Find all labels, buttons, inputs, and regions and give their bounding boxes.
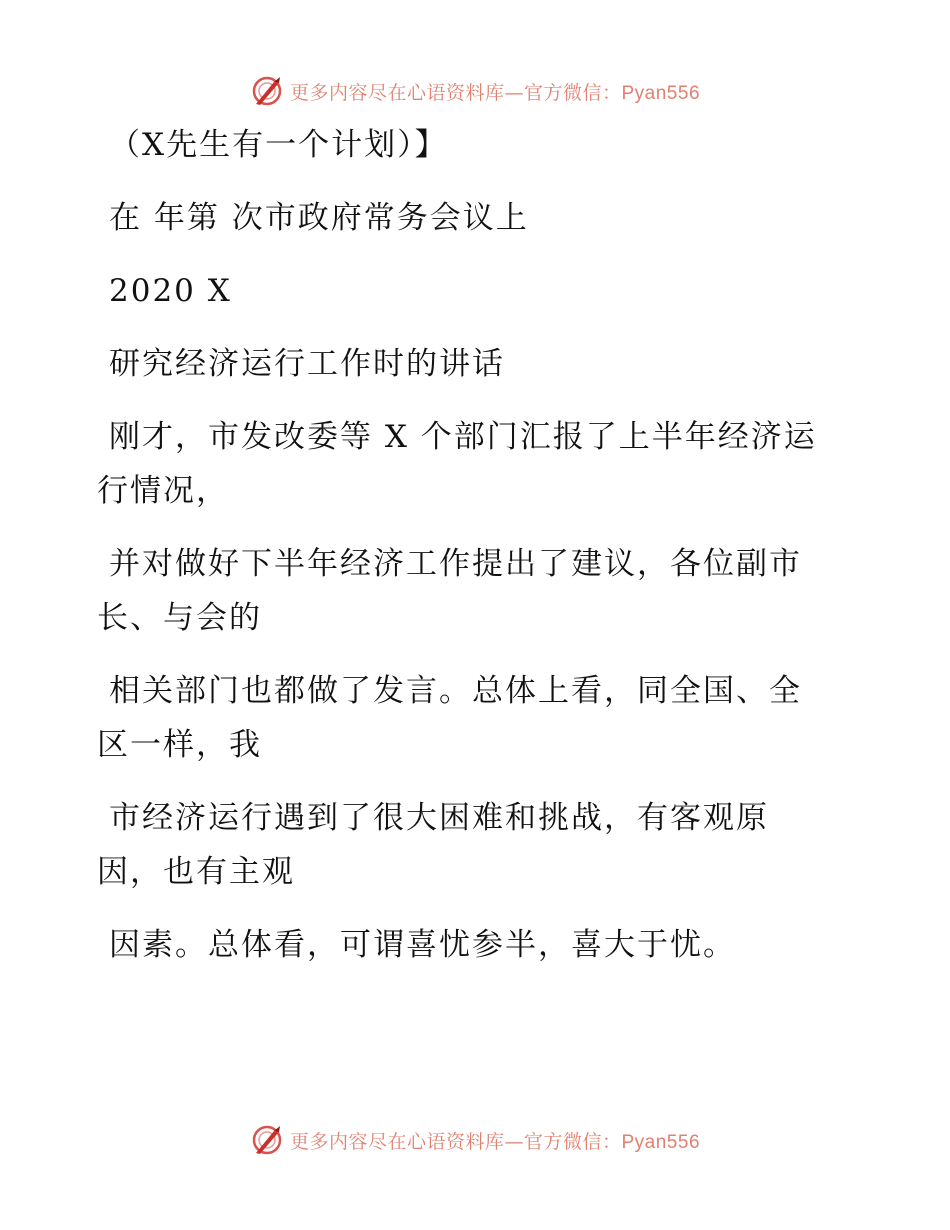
quill-pen-logo-icon — [250, 1123, 284, 1157]
doc-line: 区一样，我 — [97, 727, 262, 763]
doc-line: 刚才，市发改委等 X 个部门汇报了上半年经济运 — [109, 419, 817, 455]
doc-line: 在 年第 次市政府常务会议上 — [109, 200, 529, 236]
doc-line: 研究经济运行工作时的讲话 — [109, 346, 505, 382]
doc-line: 长、与会的 — [97, 600, 262, 636]
doc-line: （X先生有一个计划）】 — [109, 127, 448, 163]
doc-line: 2020 X — [109, 273, 232, 309]
doc-line: 因，也有主观 — [97, 854, 295, 890]
watermark-text: 更多内容尽在心语资料库—官方微信：Pyan556 — [289, 1130, 701, 1153]
footer-watermark — [0, 1120, 950, 1160]
quill-pen-logo-icon — [250, 74, 284, 108]
doc-line: 相关部门也都做了发言。总体上看，同全国、全 — [109, 673, 802, 709]
doc-line: 因素。总体看，可谓喜忧参半，喜大于忧。 — [109, 927, 736, 963]
watermark-text: 更多内容尽在心语资料库—官方微信：Pyan556 — [289, 81, 701, 104]
document-body — [97, 118, 857, 972]
doc-line: 行情况， — [97, 473, 229, 509]
doc-line: 并对做好下半年经济工作提出了建议，各位副市 — [109, 546, 802, 582]
header-watermark — [0, 71, 950, 111]
doc-line: 市经济运行遇到了很大困难和挑战，有客观原 — [109, 800, 769, 836]
